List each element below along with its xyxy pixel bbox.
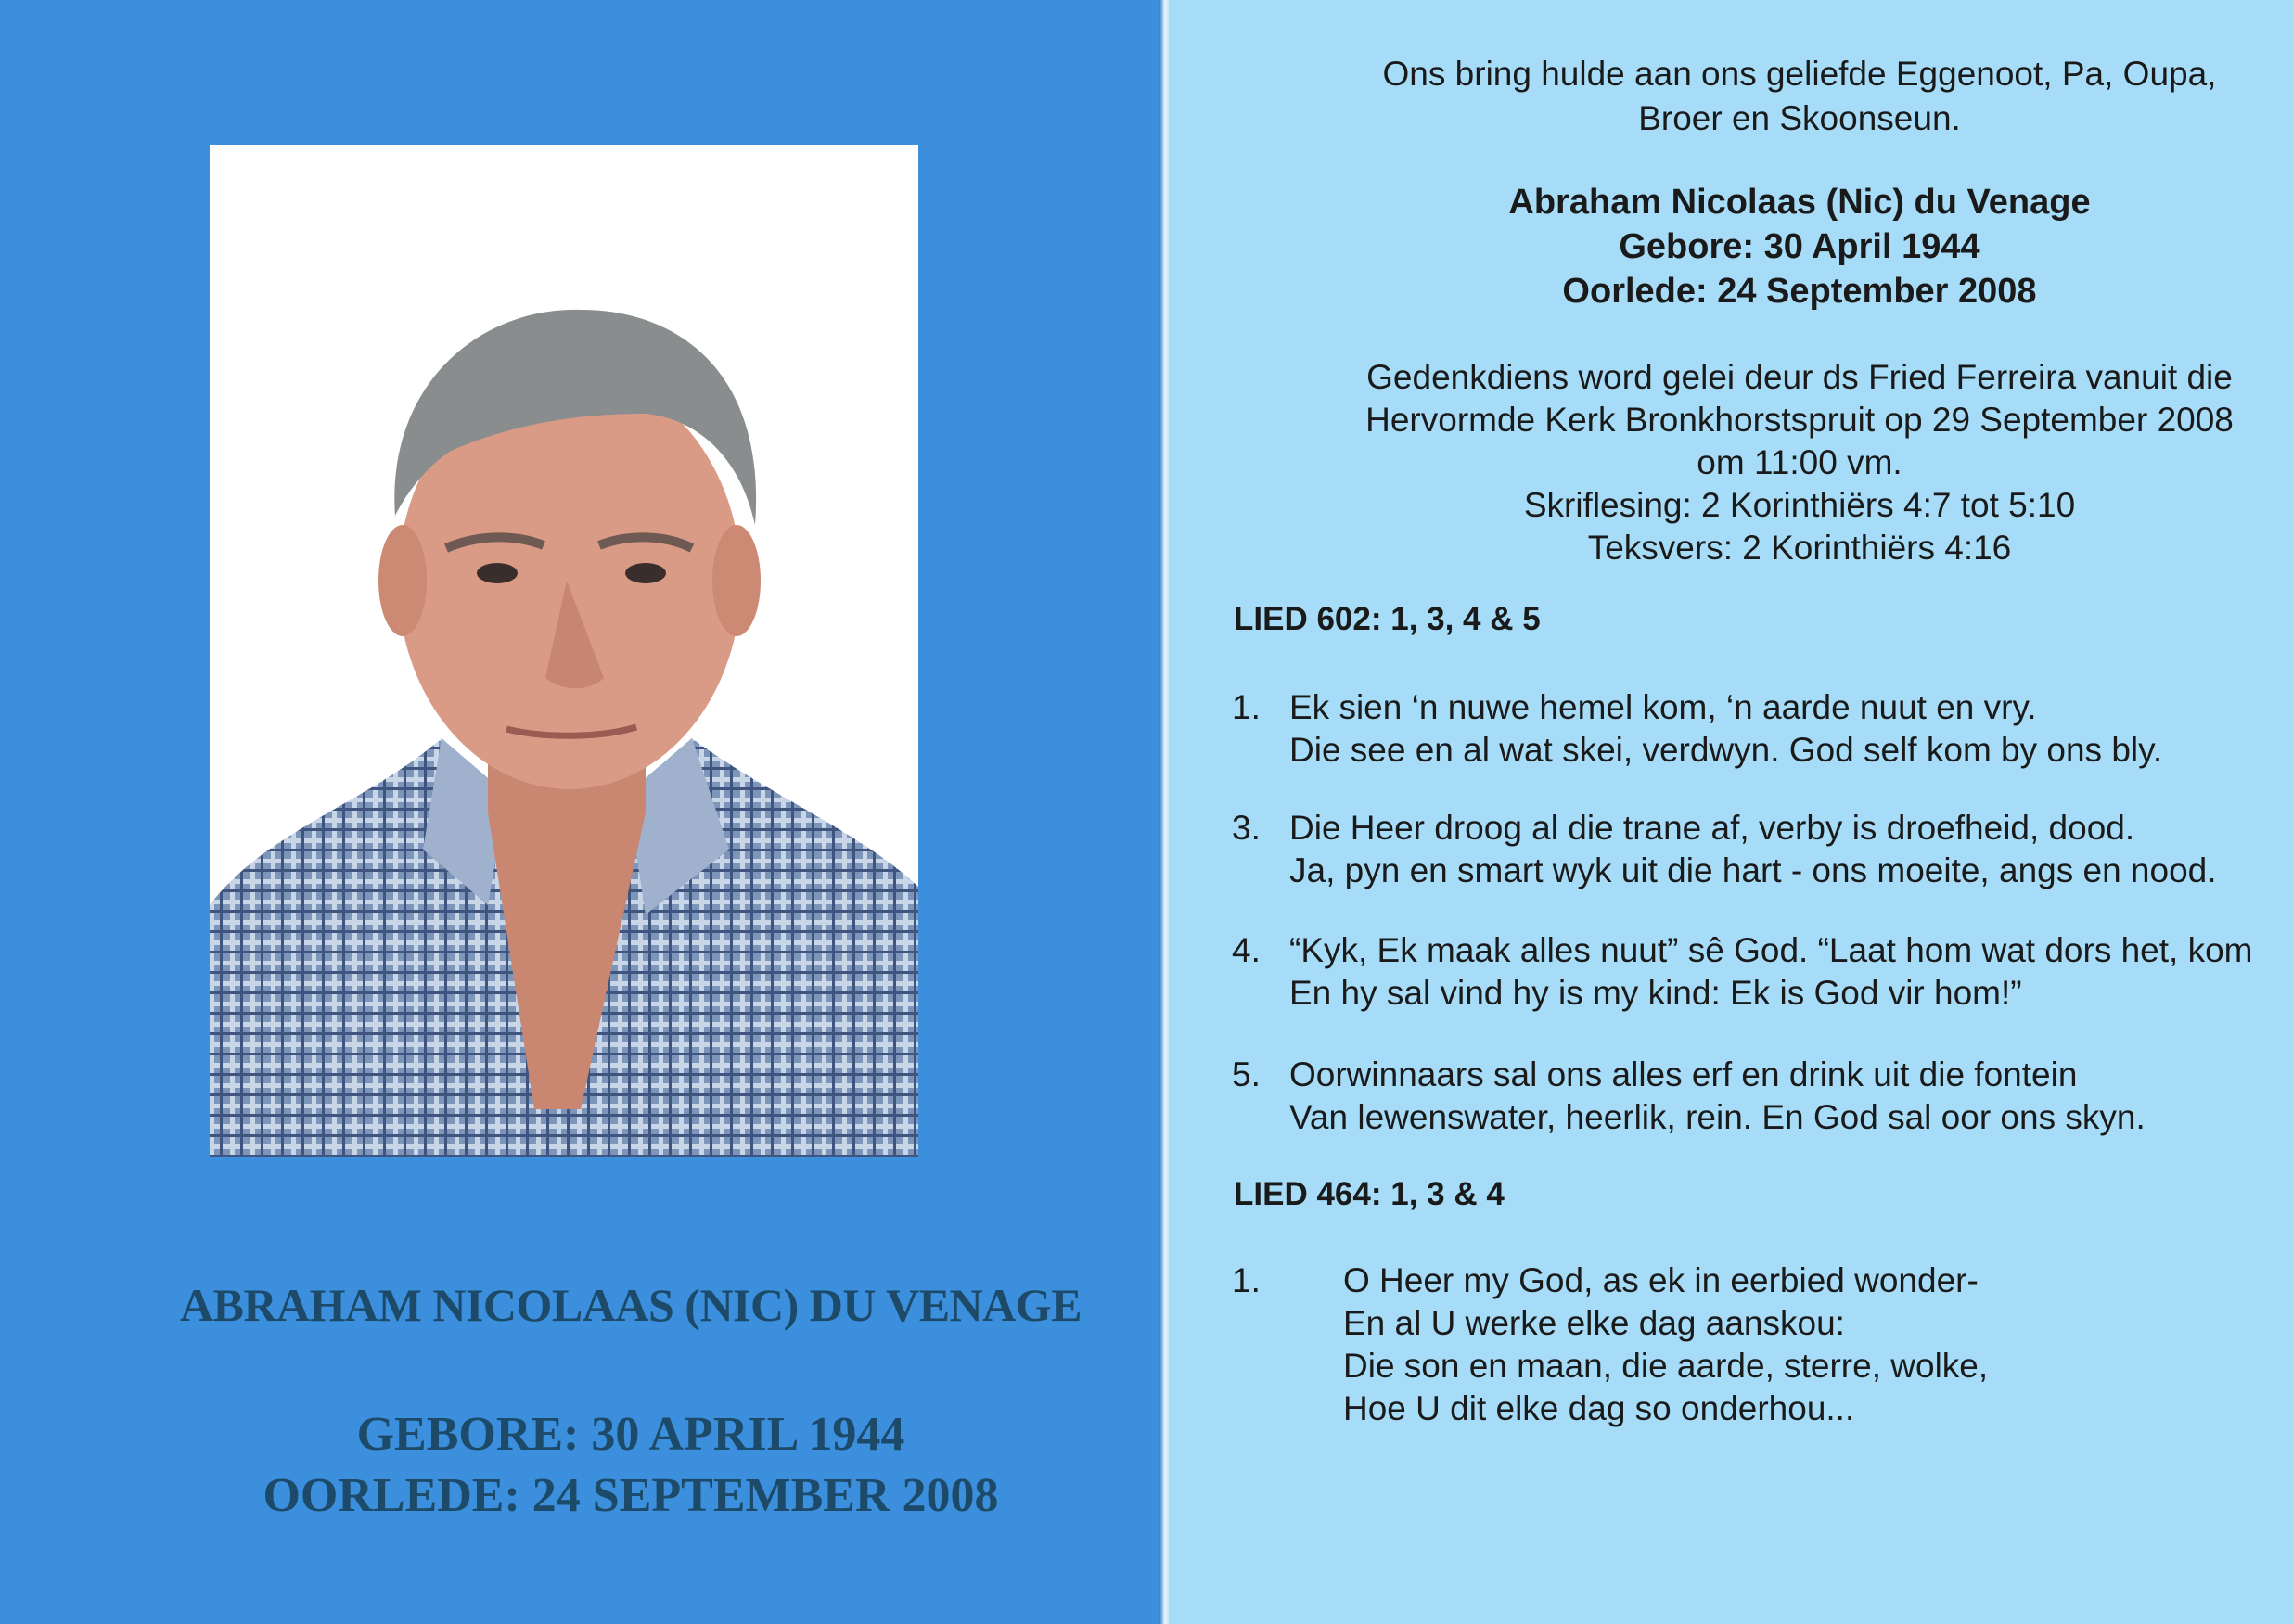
hymn-464-verse-1 xyxy=(1232,1260,2293,1430)
cover-dates xyxy=(0,1404,1262,1527)
verse-line: O Heer my God, as ek in eerbied wonder- xyxy=(1343,1261,1979,1299)
cover-died-date: OORLEDE: 24 SEPTEMBER 2008 xyxy=(263,1469,999,1522)
service-line: Gedenkdiens word gelei deur ds Fried Ferreira vanuit die xyxy=(1366,358,2233,396)
verse-number: 5. xyxy=(1232,1055,1261,1093)
verse-line: Die see en al wat skei, verdwyn. God self kom by ons bly. xyxy=(1289,731,2163,769)
portrait-illustration xyxy=(210,145,918,1157)
hymn-602-title: LIED 602: 1, 3, 4 & 5 xyxy=(1234,601,1541,637)
verse-number: 3. xyxy=(1232,809,1261,847)
decedent-born: Gebore: 30 April 1944 xyxy=(1619,227,1980,266)
verse-line: Ja, pyn en smart wyk uit die hart - ons moeite, angs en nood. xyxy=(1289,851,2217,889)
hymn-602-verse-4 xyxy=(1232,929,2293,1015)
decedent-name: Abraham Nicolaas (Nic) du Venage xyxy=(1508,183,2091,222)
verse-number: 1. xyxy=(1232,688,1261,726)
service-line: om 11:00 vm. xyxy=(1697,443,1902,481)
portrait-photo xyxy=(210,145,918,1157)
tribute-line: Ons bring hulde aan ons geliefde Eggenoot, Pa, Oupa, xyxy=(1382,55,2217,93)
tribute-text xyxy=(1271,52,2293,141)
cover-name: ABRAHAM NICOLAAS (NIC) DU VENAGE xyxy=(179,1279,1082,1331)
cover-born-date: GEBORE: 30 APRIL 1944 xyxy=(356,1408,905,1461)
verse-line: Oorwinnaars sal ons alles erf en drink uit die fontein xyxy=(1289,1055,2078,1093)
verse-number: 1. xyxy=(1232,1261,1261,1299)
tribute-line: Broer en Skoonseun. xyxy=(1638,99,1961,137)
text-verse: Teksvers: 2 Korinthiërs 4:16 xyxy=(1587,529,2012,567)
hymn-602-verse-5 xyxy=(1232,1054,2293,1139)
scripture-reading: Skriflesing: 2 Korinthiërs 4:7 tot 5:10 xyxy=(1523,486,2076,524)
verse-number: 4. xyxy=(1232,931,1261,969)
inner-page xyxy=(1169,0,2293,1624)
verse-line: Ek sien ‘n nuwe hemel kom, ‘n aarde nuut en vry. xyxy=(1289,688,2037,726)
verse-line: Van lewenswater, heerlik, rein. En God sal oor ons skyn. xyxy=(1289,1098,2146,1136)
service-details xyxy=(1271,356,2293,569)
service-line: Hervormde Kerk Bronkhorstspruit op 29 September 2008 xyxy=(1365,401,2234,439)
verse-line: Die son en maan, die aarde, sterre, wolke, xyxy=(1343,1347,1989,1385)
decedent-block xyxy=(1271,180,2293,313)
hymn-602-verse-3 xyxy=(1232,807,2293,892)
page-fold xyxy=(1159,0,1169,1624)
hymn-464-title: LIED 464: 1, 3 & 4 xyxy=(1234,1176,1505,1212)
hymn-602-verse-1 xyxy=(1232,686,2293,772)
decedent-died: Oorlede: 24 September 2008 xyxy=(1562,272,2037,311)
verse-line: En al U werke elke dag aanskou: xyxy=(1343,1304,1845,1342)
verse-line: Die Heer droog al die trane af, verby is droefheid, dood. xyxy=(1289,809,2135,847)
verse-line: “Kyk, Ek maak alles nuut” sê God. “Laat hom wat dors het, kom xyxy=(1289,931,2253,969)
verse-line: Hoe U dit elke dag so onderhou... xyxy=(1343,1389,1855,1427)
verse-line: En hy sal vind hy is my kind: Ek is God vir hom!” xyxy=(1289,974,2022,1012)
